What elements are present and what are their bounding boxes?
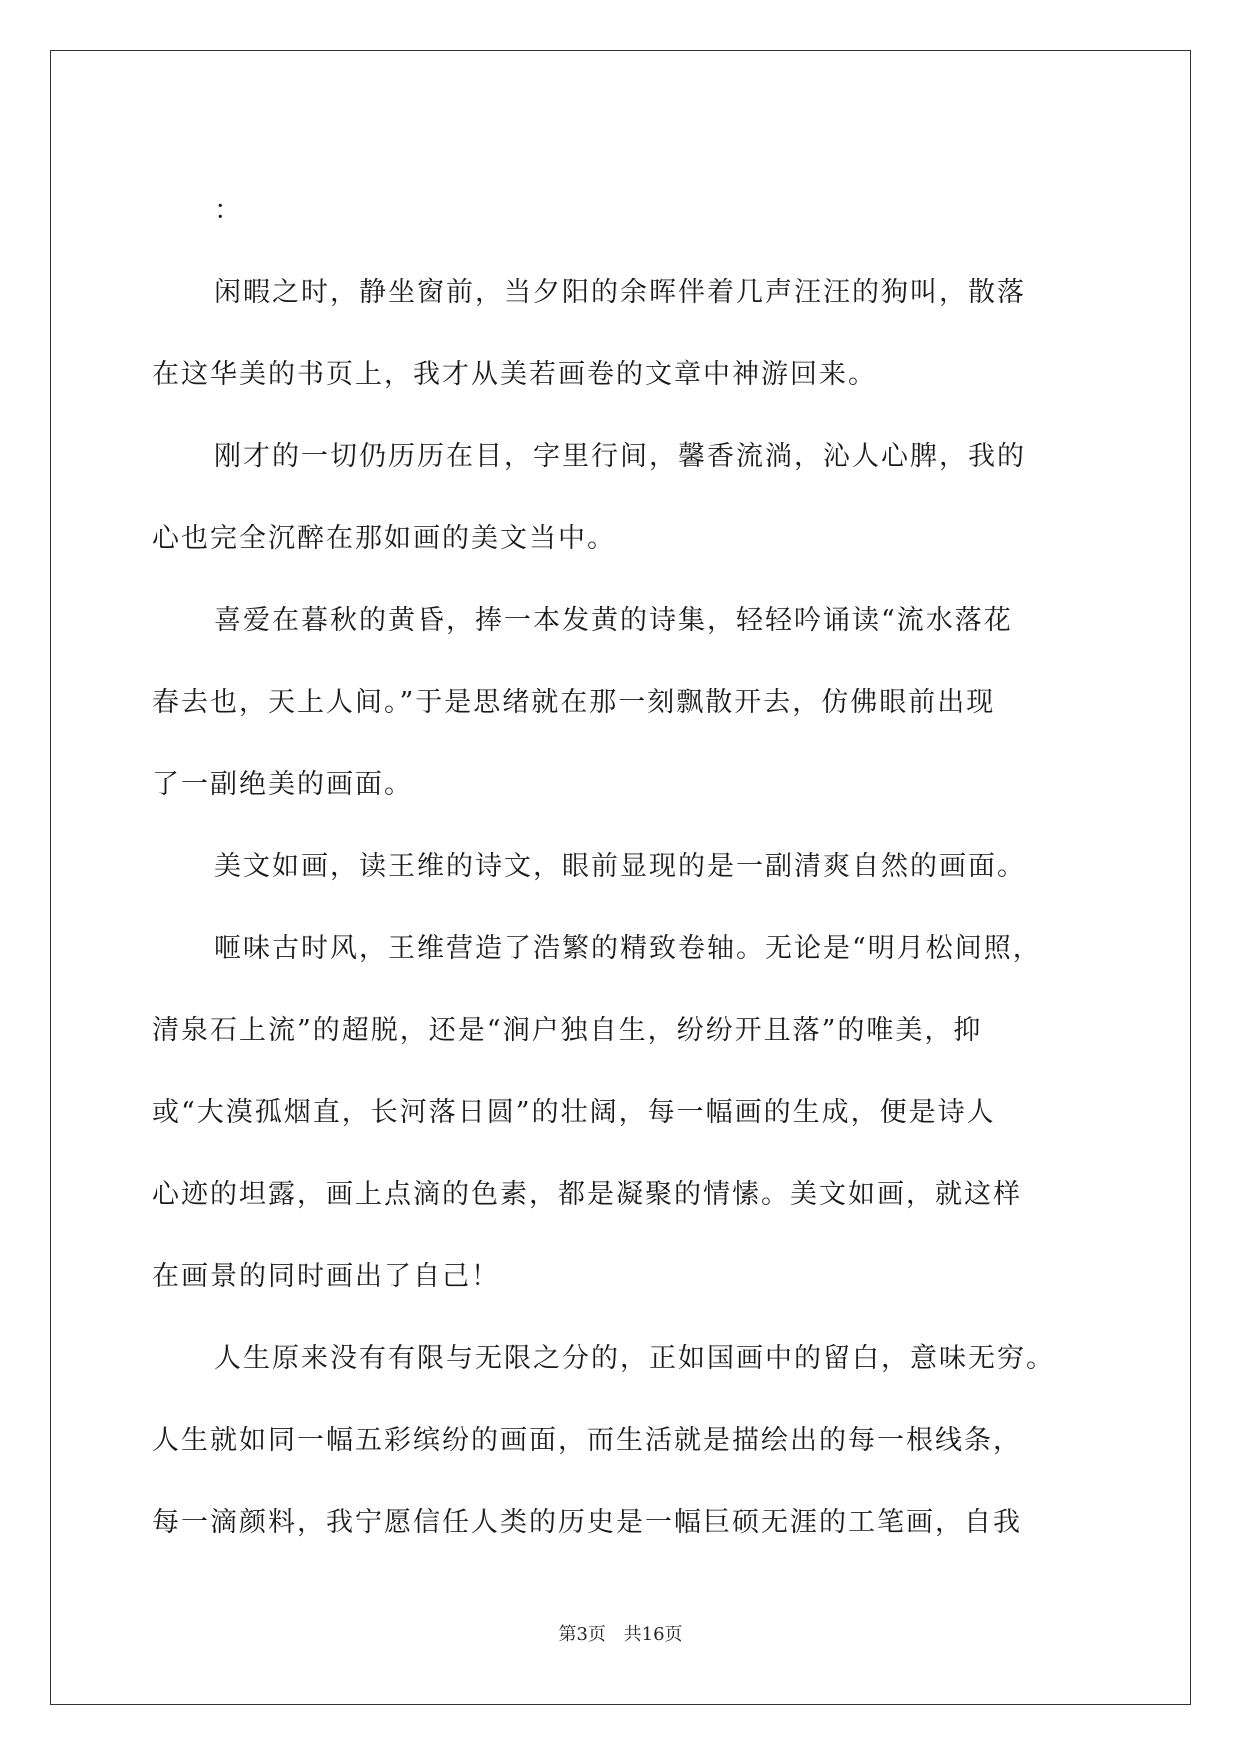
text-line: 闲暇之时，静坐窗前，当夕阳的余晖伴着几声汪汪的狗叫，散落: [214, 277, 1026, 308]
text-line: 春去也，天上人间。”于是思绪就在那一刻飘散开去，仿佛眼前出现: [152, 687, 996, 718]
text-line: 或“大漠孤烟直，长河落日圆”的壮阔，每一幅画的生成，便是诗人: [152, 1097, 996, 1128]
text-line: ：: [214, 195, 243, 226]
page-total: 共16页: [623, 1624, 683, 1645]
text-line: 了一副绝美的画面。: [152, 769, 413, 800]
page-footer: [0, 1620, 1241, 1646]
text-line: 在这华美的书页上，我才从美若画卷的文章中神游回来。: [152, 359, 877, 390]
text-line: 在画景的同时画出了自己！: [152, 1261, 500, 1292]
document-body: [152, 170, 1092, 1564]
text-line: 刚才的一切仍历历在目，字里行间，馨香流淌，沁人心脾，我的: [214, 441, 1026, 472]
page-number: 第3页: [558, 1624, 606, 1645]
text-line: 人生就如同一幅五彩缤纷的画面，而生活就是描绘出的每一根线条，: [152, 1425, 1022, 1456]
text-line: 咂味古时风，王维营造了浩繁的精致卷轴。无论是“明月松间照，: [214, 933, 1042, 964]
text-line: 清泉石上流”的超脱，还是“涧户独自生，纷纷开且落”的唯美，抑: [152, 1015, 983, 1046]
text-line: 每一滴颜料，我宁愿信任人类的历史是一幅巨硕无涯的工笔画，自我: [152, 1507, 1022, 1538]
text-line: 心迹的坦露，画上点滴的色素，都是凝聚的情愫。美文如画，就这样: [152, 1179, 1022, 1210]
text-line: 美文如画，读王维的诗文，眼前显现的是一副清爽自然的画面。: [214, 851, 1026, 882]
text-line: 心也完全沉醉在那如画的美文当中。: [152, 523, 616, 554]
text-line: 人生原来没有有限与无限之分的，正如国画中的留白，意味无穷。: [214, 1343, 1055, 1374]
text-line: 喜爱在暮秋的黄昏，捧一本发黄的诗集，轻轻吟诵读“流水落花: [214, 605, 1013, 636]
